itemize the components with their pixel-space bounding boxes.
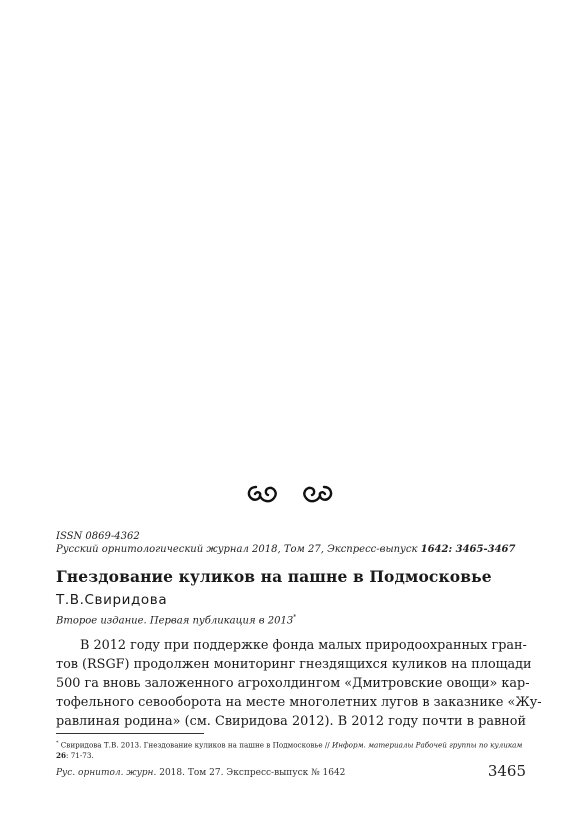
body-line: тофельного севооборота на месте многолетних лугов в заказнике «Жу- bbox=[56, 695, 542, 710]
edition-note bbox=[56, 614, 296, 626]
journal-citation-line bbox=[56, 543, 526, 556]
edition-footnote-mark: * bbox=[293, 614, 297, 621]
body-line: равлиная родина» (см. Свиридова 2012). В 2012 году почти в равной bbox=[56, 714, 526, 729]
footer-issue-info: 2018. Том 27. Экспресс-выпуск № 1642 bbox=[156, 768, 346, 778]
footnote-source: Информ. материалы Рабочей группы по куликам bbox=[332, 740, 523, 750]
page-number: 3465 bbox=[487, 762, 526, 780]
running-footer bbox=[56, 768, 345, 778]
footnote-mark: * bbox=[56, 740, 59, 746]
footnote bbox=[56, 738, 526, 761]
ornament bbox=[0, 482, 580, 510]
footer-journal-abbr: Рус. орнитол. журн. bbox=[56, 768, 157, 778]
journal-meta bbox=[56, 530, 526, 556]
article-author: Т.В.Свиридова bbox=[56, 592, 168, 608]
body-line: 500 га вновь заложенного агрохолдингом «Дмитровские овощи» кар- bbox=[56, 676, 530, 691]
body-line: тов (RSGF) продолжен мониторинг гнездящихся куликов на площади bbox=[56, 657, 532, 672]
body-paragraph bbox=[56, 636, 542, 731]
journal-citation-prefix: Русский орнитологический журнал 2018, Том 27, Экспресс-выпуск bbox=[56, 544, 421, 555]
footnote-pages: : 71-73. bbox=[66, 751, 94, 761]
footnote-text: Свиридова Т.В. 2013. Гнездование куликов на пашне в Подмосковье // bbox=[58, 740, 333, 750]
body-line: В 2012 году при поддержке фонда малых природоохранных гран- bbox=[80, 638, 527, 653]
issue-number: 1642 bbox=[420, 544, 449, 555]
issn-line: ISSN 0869-4362 bbox=[56, 531, 140, 542]
article-title: Гнездование куликов на пашне в Подмосковье bbox=[56, 567, 492, 586]
fleuron-left-icon bbox=[244, 482, 336, 506]
footnote-volume: 26 bbox=[56, 751, 67, 761]
page-range: : 3465-3467 bbox=[448, 544, 516, 555]
edition-text: Второе издание. Первая публикация в 2013 bbox=[56, 615, 294, 627]
footnote-divider bbox=[56, 733, 204, 734]
